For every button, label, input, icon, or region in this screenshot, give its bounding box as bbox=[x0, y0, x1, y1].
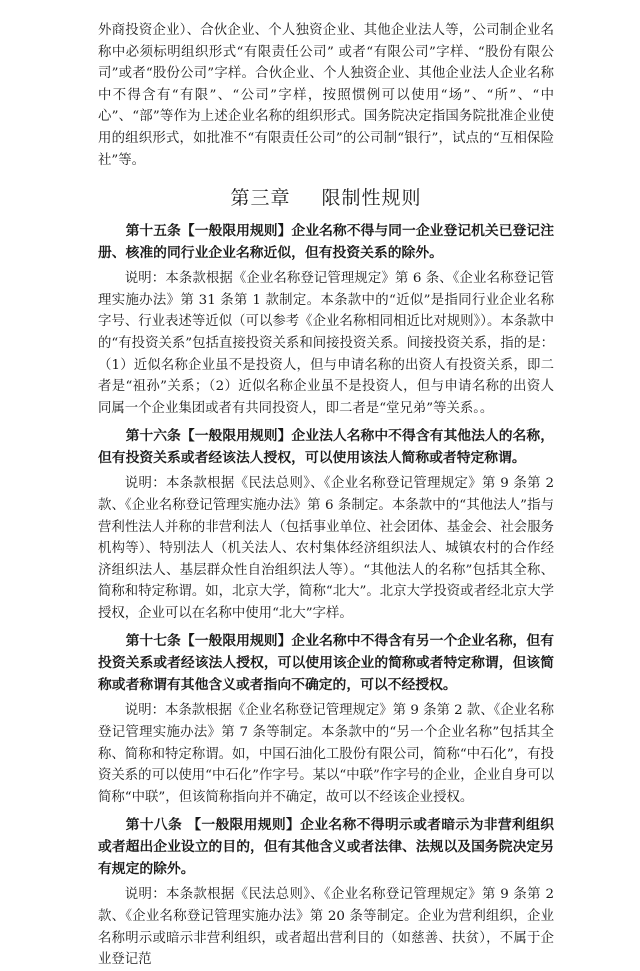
article-17 bbox=[98, 630, 554, 808]
article-heading: 第十七条【一般限用规则】企业名称中不得含有另一个企业名称，但有投资关系或者经该法人授权，可以使用该企业的简称或者特定称谓，但该简称或者称谓有其他含义或者指向不确定的，可以不经授权。 bbox=[98, 633, 554, 694]
chapter-heading bbox=[98, 183, 554, 210]
intro-paragraph: 外商投资企业）、合伙企业、个人独资企业、其他企业法人等，公司制企业名称中必须标明组织形式“有限责任公司” 或者“有限公司”字样、“股份有限公司”或者“股份公司”字样。合伙企业、个人独资企业、其他企业法人企业名称中不得含有“有限”、“公司”字样，按照惯例可以使用“场”、“所”、“中心”、“部”等作为上述企业名称的组织形式。国务院决定指国务院批准企业使用的组织形式，如批准不“有限责任公司”的公司制“银行”，试点的“互相保险社”等。 bbox=[98, 23, 554, 168]
chapter-number: 第三章 bbox=[230, 187, 291, 210]
article-heading: 第十六条【一般限用规则】企业法人名称中不得含有其他法人的名称，但有投资关系或者经该法人授权，可以使用该法人简称或者特定称谓。 bbox=[98, 428, 554, 467]
article-note: 说明：本条款根据《民法总则》、《企业名称登记管理规定》第 9 条第 2 款、《企业名称登记管理实施办法》第 6 条制定。本条款中的“其他法人”指与营利性法人并称的非营利法人（包括事业单位、社会团体、基金会、社会服务机构等）、特别法人（机关法人、农村集体经济组织法人、城镇农村的合作经济组织法人、基层群众性自治组织法人等）。“其他法人的名称”包括其全称、简称和特定称谓。如，北京大学，简称“北大”。北京大学投资或者经北京大学授权，企业可以在名称中使用“北大”字样。 bbox=[98, 476, 554, 621]
article-heading: 第十八条 【一般限用规则】企业名称不得明示或者暗示为非营利组织或者超出企业设立的目的，但有其他含义或者法律、法规以及国务院决定另有规定的除外。 bbox=[98, 817, 554, 878]
article-note: 说明：本条款根据《企业名称登记管理规定》第 6 条、《企业名称登记管理实施办法》第 31 条第 1 款制定。本条款中的“近似”是指同行业企业名称字号、行业表述等近似（可以参考《企业名称相同相近比对规则》）。本条款中的“有投资关系”包括直接投资关系和间接投资关系。间接投资关系，指的是：（1）近似名称企业虽不是投资人，但与申请名称的出资人有投资关系，即二者是“祖孙”关系；（2）近似名称企业虽不是投资人，但与申请名称的出资人同属一个企业集团或者有共同投资人，即二者是“堂兄弟”等关系。。 bbox=[98, 271, 554, 416]
article-18 bbox=[98, 814, 554, 970]
article-heading: 第十五条【一般限用规则】企业名称不得与同一企业登记机关已登记注册、核准的同行业企业名称近似，但有投资关系的除外。 bbox=[98, 223, 554, 262]
article-note: 说明：本条款根据《民法总则》、《企业名称登记管理规定》第 9 条第 2 款、《企业名称登记管理实施办法》第 20 条等制定。企业为营利组织，企业名称明示或暗示非营利组织，或者超出营利目的（如慈善、扶贫），不属于企业登记范 bbox=[98, 887, 554, 968]
article-16 bbox=[98, 425, 554, 624]
article-15 bbox=[98, 220, 554, 419]
article-note: 说明：本条款根据《企业名称登记管理规定》第 9 条第 2 款、《企业名称登记管理实施办法》第 7 条等制定。本条款中的“另一个企业名称”包括其全称、简称和特定称谓。如，中国石油化工股份有限公司，简称“中石化”，有投资关系的可以使用“中石化”作字号。某以“中联”作字号的企业，企业自身可以简称“中联”，但该简称指向并不确定，故可以不经该企业授权。 bbox=[98, 703, 554, 805]
chapter-title: 限制性规则 bbox=[321, 187, 422, 210]
